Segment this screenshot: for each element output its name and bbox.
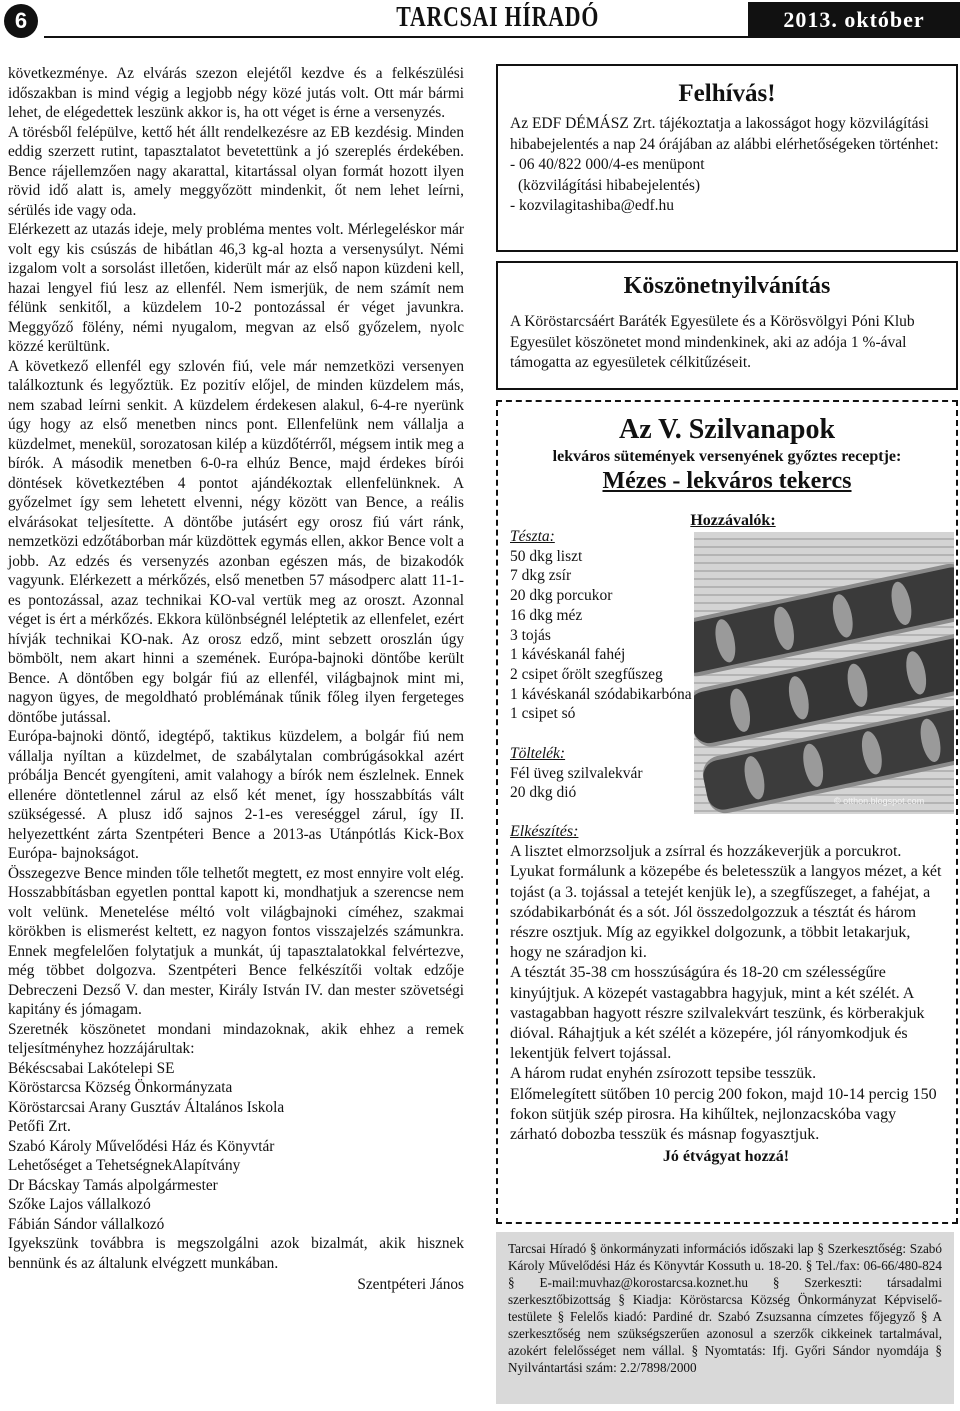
notice-box xyxy=(496,64,958,252)
filling-label: Töltelék: xyxy=(510,745,566,763)
thanks-text: A Köröstarcsáért Baráték Egyesülete és a Körösvölgyi Póni Klub Egyesület köszönetet mond mindenkinek, aki az adója 1 %-ával támogatta az egyesületek célkitűzéseit. xyxy=(510,313,915,371)
sponsor-item: Köröstarcsa Község Önkormányzata xyxy=(8,1079,233,1096)
article-paragraph: Igyekszünk továbbra is megszolgálni azok bizalmát, akik hisznek bennünk és az általunk elvégzett munkában. xyxy=(8,1235,464,1272)
photo-caption: © otthon.blogspot.com xyxy=(834,796,925,806)
article-paragraph: következménye. Az elvárás szezon elejétől kezdve és a felkészülési időszakban is mind végig a legjobb négy közé jutás volt. Ott már bármi lehet, de elégedettek leszünk akkor is, ha ott véget is érne a versenyzés. xyxy=(8,65,464,121)
article-column xyxy=(8,64,464,1295)
prep-step: Előmelegített sütőben 10 percig 200 fokon, majd 10-14 percig 150 fokon sütjük szép pirosra. Ha kihűltek, nejlonzacskóba vagy zárható dobozba tesszük és másnap fogyasztjuk. xyxy=(510,1085,937,1144)
sponsor-item: Lehetőséget a TehetségnekAlapítvány xyxy=(8,1157,241,1174)
sponsor-item: Szőke Lajos vállalkozó xyxy=(8,1196,151,1213)
ingredients-list xyxy=(510,527,740,803)
sponsor-item: Petőfi Zrt. xyxy=(8,1118,71,1135)
newspaper-title: TARCSAI HÍRADÓ xyxy=(390,2,605,34)
ingredient-item: 7 dkg zsír xyxy=(510,567,572,585)
thanks-box xyxy=(496,261,958,390)
ingredient-item: 1 csipet só xyxy=(510,705,576,723)
ingredients-heading: Hozzávalók: xyxy=(690,512,776,529)
prep-step: A tésztát 35-38 cm hosszúságúra és 18-20 cm szélességűre kinyújtjuk. A közepét vastagabbra hagyjuk, mint a két szélét. A vastagabban hagyott részre szilvalekvárt teszünk, és körberakjuk dióval. Ráhajtjuk a két szélét a közepére, jól rányomkodjuk és lekentjük felvert tojással. xyxy=(510,964,925,1063)
prep-step: A lisztet elmorzsoljuk a zsírral és hozzákeverjük a porcukrot. Lyukat formálunk a közepébe és beletesszük a langyos mézet, a két tojást (a 3. tojással a tetejét kenjük le), a szegfűszeget, a fahéjat, a szódabikarbónát és a sót. Jól összedolgozzuk a tésztát és három részre osztjuk. Míg az egyikkel dolgozunk, a többit letakarjuk, hogy ne száradjon ki. xyxy=(510,843,942,962)
sponsor-item: Fábián Sándor vállalkozó xyxy=(8,1215,165,1233)
page-number: 6 xyxy=(4,4,38,38)
ingredient-item: 3 tojás xyxy=(510,626,551,644)
recipe-subheading: lekváros sütemények versenyének győztes receptje: xyxy=(552,448,902,465)
article-paragraph: Szeretnék köszönetet mondani mindazoknak, akik ehhez a remek teljesítményhez hozzájárultak: xyxy=(8,1020,464,1057)
notice-email: - kozvilagitashiba@edf.hu xyxy=(510,197,675,214)
recipe-heading: Az V. Szilvanapok xyxy=(618,414,836,445)
article-paragraph: Elérkezett az utazás ideje, mely probléma mentes volt. Mérlegeléskor már volt egy kis csúszás de hibátlan 46,3 kg-al hozta a versenysúlyt. Némi izgalom volt a sorsolást illetően, kiderült már az első napon küzdeni kell, hazai lengyel fiú lesz az ellenfél. Nem ismerjük, de nem számít nem félünk senkitől, a küzdelem 10-2 pontozással ér véget javunkra. Meggyőző fölény, némi nyugalom, megvan az első győzelem, nyolc közzé kerültünk. xyxy=(8,221,464,355)
page-header xyxy=(0,0,960,44)
sponsor-item: Dr Bácskay Tamás alpolgármester xyxy=(8,1176,218,1194)
sponsor-item: Köröstarcsai Arany Gusztáv Általános Iskola xyxy=(8,1098,285,1116)
article-paragraph: Európa-bajnoki döntő, idegtépő, taktikus küzdelem, a bolgár fiú nem vállalja nyíltan a küzdelmet, de szabálytalan combrúgásokkal azért próbálja Bencét gyengíteni, amit valahogy a bírók nem észlelnek. Ennek ellenére döntetlennel zárul az első két menet, így hosszabbítás vált szükségessé. A plusz idő sajnos 2-1-es vereséggel zárul, így II. helyezettként zárta Szentpéteri Bence a 2013-as Utánpótlás Kick-Box Európa- bajnokságot. xyxy=(8,728,464,862)
impressum: Tarcsai Híradó § önkormányzati információs időszaki lap § Szerkesztőség: Szabó Károly Művelődési Ház és Könyvtár Kossuth u. 18-20. § Tel./fax: 06-66/480-824 § E-mail:muvhaz@korostarcsa.koznet.hu § Szerkeszti: társadalmi szerkesztőbizottság § Kiadja: Köröstarcsa Község Önkormányzat Képviselő-testülete § Felelős kiadó: Pardiné dr. Szabó Zsuzsanna címzetes főjegyző § A szerkesztőség nem szükségszerűen azonosul a szerzők cikkeinek tartalmával, azokért felelősséget nem vállal. § Nyomtatás: Ifj. Győri Sándor nyomdája § Nyilvántartási szám: 2.2/7898/2000 xyxy=(496,1232,954,1404)
notice-phone: - 06 40/822 000/4-es menüpont xyxy=(510,156,705,173)
thanks-title: Köszönetnyilvánítás xyxy=(623,273,831,299)
notice-title: Felhívás! xyxy=(678,80,776,107)
sponsor-item: Békéscsabai Lakótelepi SE xyxy=(8,1059,175,1077)
notice-text: Az EDF DÉMÁSZ Zrt. tájékoztatja a lakosságot hogy közvilágítási hibabejelentés a nap 24 órájában az alábbi elérhetőségeken történhet: xyxy=(510,115,939,153)
ingredient-item: 50 dkg liszt xyxy=(510,547,583,565)
ingredient-item: 20 dkg dió xyxy=(510,784,577,802)
article-paragraph: Összegezve Bence minden tőle telhetőt megtett, ez most ennyire volt elég. Hosszabbításban egyetlen ponttal kapott ki, mondhatjuk a szerencse nem volt velünk. Menetelése méltó volt világbajnoki címéhez, szakmai körökben is elismerést keltett, ez nagyon fontos visszajelzés számunkra. Ennek megfelelően folytatjuk a munkát, új tapasztalatokkal felvértezve, még többet dolgozva. Szentpéteri Bence felkészítői voltak edzője Debreczeni Dezső V. dan mester, Király István IV. dan mester szövetségi kapitány és jómagam. xyxy=(8,864,464,1018)
notice-phone-note: (közvilágítási hibabejelentés) xyxy=(518,176,701,194)
recipe-title: Mézes - lekváros tekercs xyxy=(602,468,852,494)
issue-date: 2013. október xyxy=(748,2,960,38)
prep-step: A három rudat enyhén zsírozott tepsibe tesszük. xyxy=(510,1065,817,1083)
ingredient-item: 20 dkg porcukor xyxy=(510,587,613,605)
recipe-closing: Jó étvágyat hozzá! xyxy=(662,1148,790,1166)
ingredient-item: 1 kávéskanál szódabikarbóna xyxy=(510,685,692,703)
recipe-box xyxy=(496,400,958,1224)
sponsor-item: Szabó Károly Művelődési Ház és Könyvtár xyxy=(8,1137,275,1155)
ingredient-item: 1 kávéskanál fahéj xyxy=(510,646,626,664)
article-paragraph: A következő ellenfél egy szlovén fiú, vele már nemzetközi versenyen találkoztunk és legyőztük. Ez pozitív előjel, de minden küzdelem más, nem szabad leírni senkit. A küzdelem érdekesen alakul, 6-4-re nyerünk úgy hogy az első menetben nincs pont. Ellenfelünk nem vállalja a küzdelmet, menekül, sorozatosan kilép a küzdőtérről, mégsem intik meg a bírók. A második menetben 6-0-ra elhúz Bence, majd érdekes bírói döntések következtében 4 pontot ajándékoztak ellenfelünknek. A győzelmet így sem lehetett elvenni, négy között van Bence, a reális elvárásokat teljesítette. A döntőbe jutásért egy orosz fiú várt ránk, nemzetközi edzőtáborban már küzdöttek egymás ellen, akkor Bence volt a jobb. Az edzés és versenyzés azonban egészen más, de bizakodók vagyunk. Elérkezett a mérkőzés, első menetben 57 másodperc alatt 11-1-es pontozással, azaz technikai KO-val vertük meg az oroszt. Azonnal véget is ért a mérkőzés. Ekkora különbségnél leléptetik az ellenfelet, ezért hívják technikai KO-nak. Az orosz edző, mint sebzett oroszlán úgy bömbölt, nem akart hinni a szemének. Európa-bajnoki döntőbe került Bence. A döntőben egy bolgár fiú az ellenfél, világbajnok mint mi, nagyon ügyes, de megoldható problémának tűnik főleg ilyen fergeteges döntőbe jutással. xyxy=(8,357,464,726)
ingredient-item: Fél üveg szilvalekvár xyxy=(510,764,643,782)
prep-label: Elkészítés: xyxy=(510,823,579,840)
article-paragraph: A törésből felépülve, kettő hét állt rendelkezésre az EB kezdésig. Minden eddig szerzett rutint, tapasztalatot bevetettünk a jó szereplés érdekében. Bence rájellemzően nagy akarattal, kitartással olyan formát hozott ilyen rövid idő alatt is, amely meggyőzött mindenkit, őt nem lehet leírni, sérülés ide vagy oda. xyxy=(8,123,464,219)
dough-label: Tészta: xyxy=(510,528,555,545)
article-signature: Szentpéteri János xyxy=(357,1276,464,1293)
preparation xyxy=(510,822,942,1167)
ingredient-item: 16 dkg méz xyxy=(510,606,583,624)
ingredient-item: 2 csipet őrölt szegfűszeg xyxy=(510,665,663,683)
